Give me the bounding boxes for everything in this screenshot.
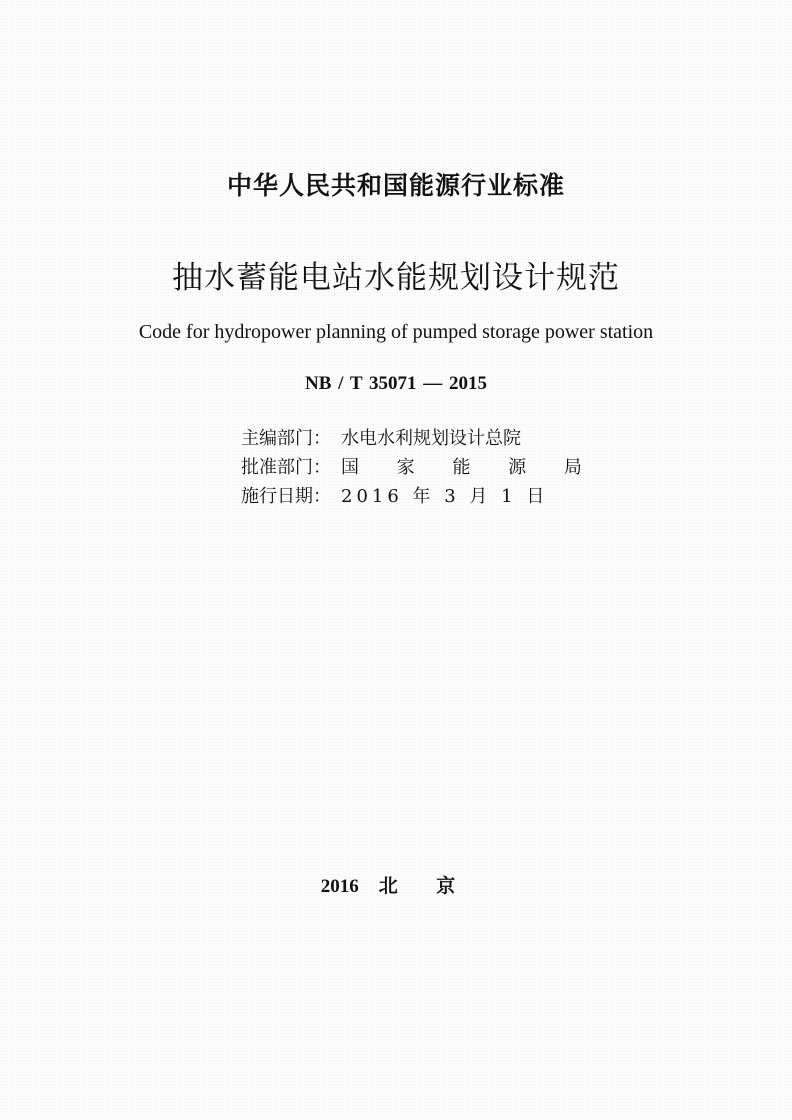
document-title-english: Code for hydropower planning of pumped storage power station <box>138 321 654 343</box>
info-row-editor <box>241 424 598 453</box>
document-title-chinese: 抽水蓄能电站水能规划设计规范 <box>172 260 620 296</box>
standard-number: NB / T 35071 — 2015 <box>305 373 487 394</box>
info-row-approver <box>241 453 598 482</box>
footer-city: 北 京 <box>378 875 472 897</box>
info-value: 2016 年 3 月 1 日 <box>341 486 549 507</box>
info-label: 批准部门： <box>241 457 331 478</box>
footer-year: 2016 <box>320 876 359 897</box>
issuer-heading: 中华人民共和国能源行业标准 <box>226 171 565 200</box>
publication-footer <box>0 871 792 898</box>
info-label: 施行日期： <box>241 486 331 507</box>
info-value: 水电水利规划设计总院 <box>341 428 521 449</box>
info-value: 国 家 能 源 局 <box>341 457 598 478</box>
publication-info <box>241 424 598 511</box>
info-row-effective-date <box>241 482 598 511</box>
info-label: 主编部门： <box>241 428 331 449</box>
